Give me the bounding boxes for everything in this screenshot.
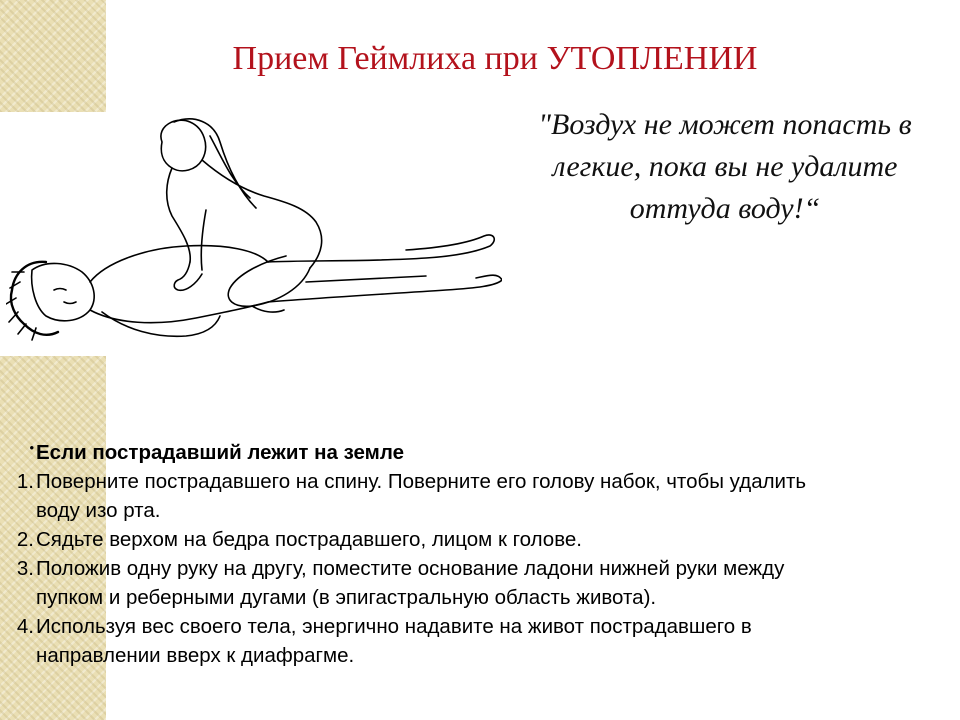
- quote-line: легкие, пока вы не удалите: [552, 150, 898, 183]
- step-line: Поверните пострадавшего на спину. Поверните его голову набок, чтобы удалить: [36, 470, 807, 493]
- heimlich-illustration: [6, 112, 502, 352]
- slide-title: Прием Геймлиха при УТОПЛЕНИИ: [232, 40, 758, 77]
- list-item: [6, 612, 946, 670]
- quote-block: [505, 104, 945, 230]
- step-line: Положив одну руку на другу, поместите основание ладони нижней руки между: [36, 557, 785, 580]
- victim-figure: [6, 235, 502, 340]
- list-item: [6, 467, 946, 525]
- quote-line: оттуда воду!“: [629, 192, 821, 225]
- step-number: 3.: [16, 557, 34, 580]
- step-number: 2.: [16, 528, 34, 551]
- section-heading: Если пострадавший лежит на земле: [36, 441, 404, 464]
- step-number: 1.: [16, 470, 34, 493]
- list-item: [6, 525, 946, 554]
- step-line: Используя вес своего тела, энергично надавите на живот пострадавшего в: [36, 615, 752, 638]
- bullet-icon: •: [29, 440, 34, 455]
- rescuer-figure: [161, 119, 322, 312]
- step-line: пупком и реберными дугами (в эпигастральную область живота).: [36, 586, 657, 609]
- step-line: Сядьте верхом на бедра пострадавшего, лицом к голове.: [36, 528, 582, 551]
- step-line: направлении вверх к диафрагме.: [36, 644, 355, 667]
- step-number: 4.: [16, 615, 34, 638]
- list-item: [6, 554, 946, 612]
- bullet-item: [6, 438, 946, 467]
- quote-line: "Воздух не может попасть в: [538, 108, 912, 141]
- step-line: воду изо рта.: [36, 499, 161, 522]
- instructions: [6, 438, 946, 670]
